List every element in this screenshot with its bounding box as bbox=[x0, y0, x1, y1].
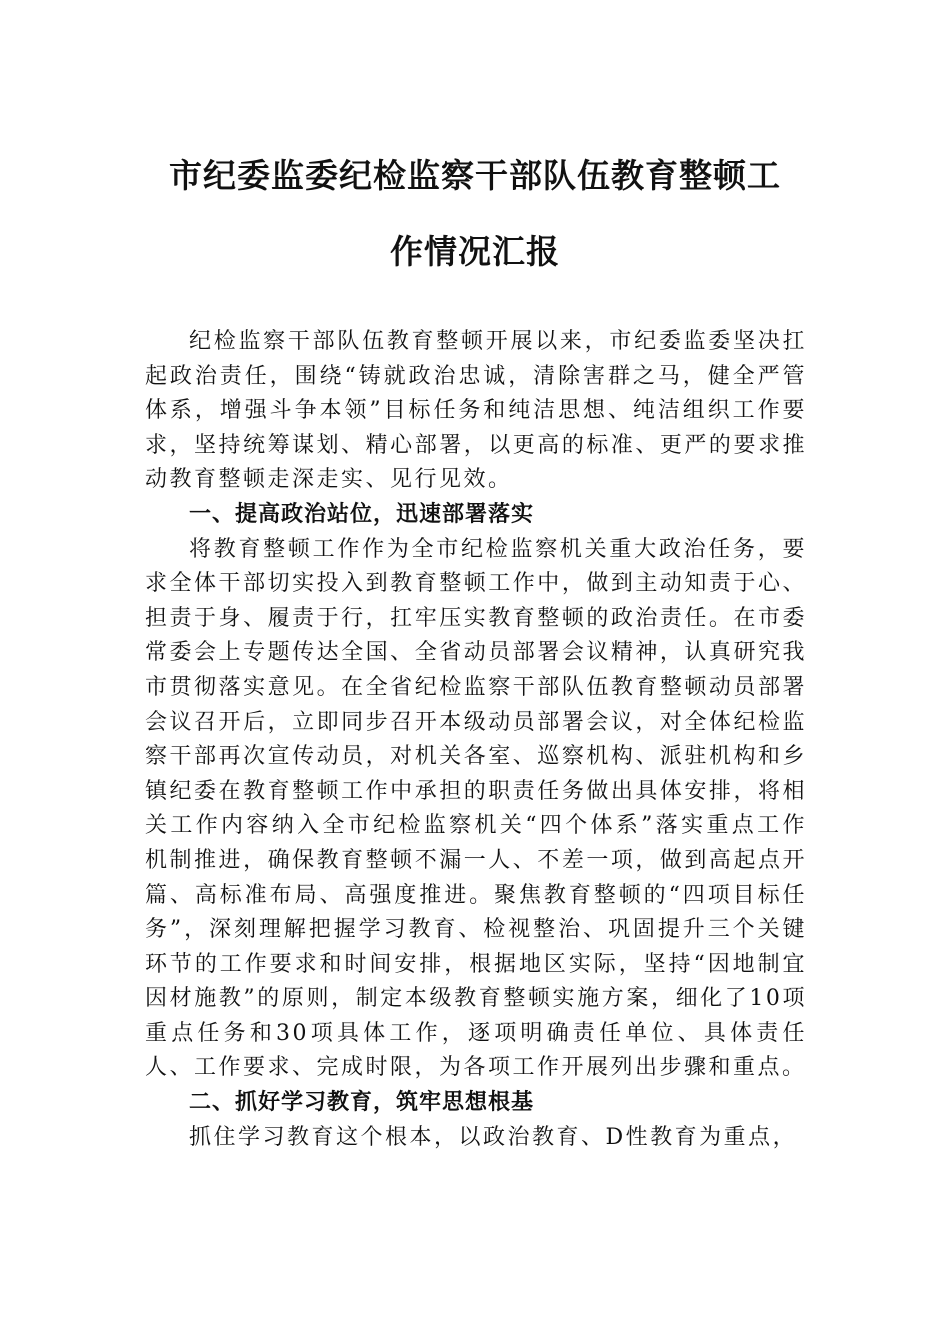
title-line-2: 作情况汇报 bbox=[390, 232, 560, 271]
section-1-paragraph: 将教育整顿工作作为全市纪检监察机关重大政治任务，要求全体干部切实投入到教育整顿工作中，做到主动知责于心、担责于身、履责于行，扛牢压实教育整顿的政治责任。在市委常委会上专题传达全国、全省动员部署会议精神，认真研究我市贯彻落实意见。在全省纪检监察干部队伍教育整顿动员部署会议召开后，立即同步召开本级动员部署会议，对全体纪检监察干部再次宣传动员，对机关各室、巡察机构、派驻机构和乡镇纪委在教育整顿工作中承担的职责任务做出具体安排，将相关工作内容纳入全市纪检监察机关“四个体系”落实重点工作机制推进，确保教育整顿不漏一人、不差一项，做到高起点开篇、高标准布局、高强度推进。聚焦教育整顿的“四项目标任务”，深刻理解把握学习教育、检视整治、巩固提升三个关键环节的工作要求和时间安排，根据地区实际，坚持“因地制宜因材施教”的原则，制定本级教育整顿实施方案，细化了10项重点任务和30项具体工作，逐项明确责任单位、具体责任人、工作要求、完成时限，为各项工作开展列出步骤和重点。 bbox=[145, 536, 807, 1081]
intro-paragraph: 纪检监察干部队伍教育整顿开展以来，市纪委监委坚决扛起政治责任，围绕“铸就政治忠诚，清除害群之马，健全严管体系，增强斗争本领”目标任务和纯洁思想、纯洁组织工作要求，坚持统筹谋划、精心部署，以更高的标准、更严的要求推动教育整顿走深走实、见行见效。 bbox=[145, 329, 807, 493]
document-body bbox=[145, 325, 807, 1155]
section-1-heading: 一、提高政治站位，迅速部署落实 bbox=[189, 501, 535, 527]
section-2-heading: 二、抓好学习教育，筑牢思想根基 bbox=[189, 1090, 535, 1116]
section-2-paragraph: 抓住学习教育这个根本，以政治教育、D性教育为重点， bbox=[189, 1124, 798, 1150]
document-title bbox=[145, 138, 805, 290]
title-line-1: 市纪委监委纪检监察干部队伍教育整顿工 bbox=[169, 156, 781, 195]
